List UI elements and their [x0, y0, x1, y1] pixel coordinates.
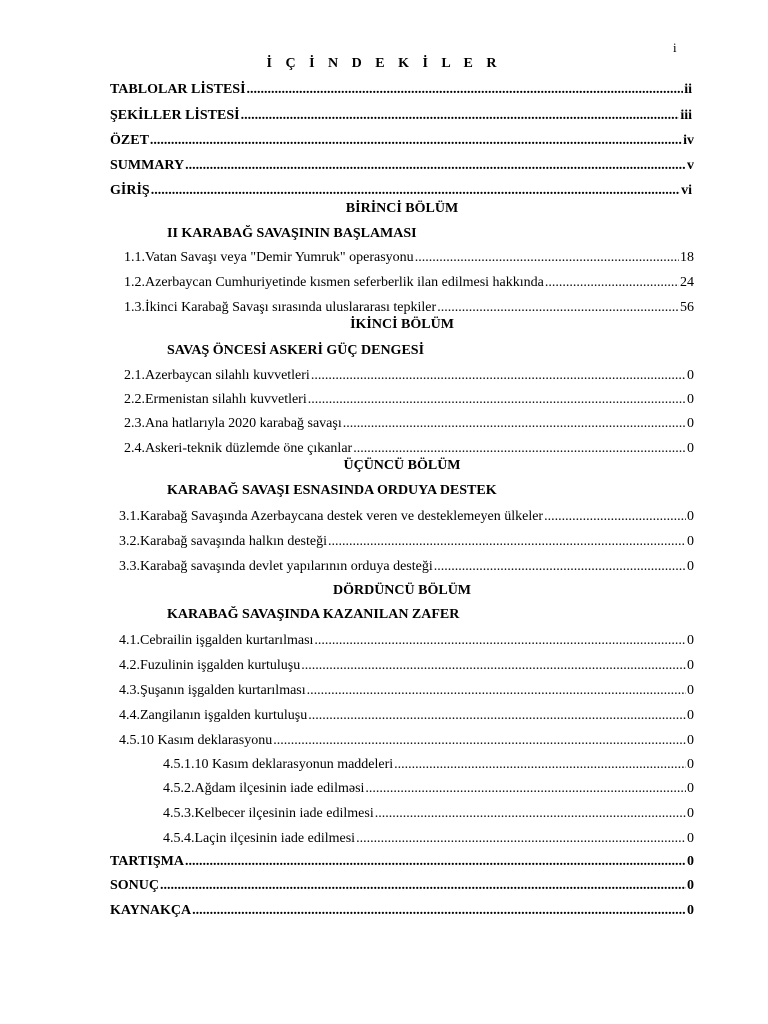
toc-entry[interactable]	[119, 708, 694, 724]
dot-leader	[241, 108, 680, 124]
toc-entry-page: 18	[680, 250, 694, 265]
toc-subentry[interactable]	[163, 781, 694, 797]
toc-entry-number: 4.5.4.	[163, 831, 195, 846]
toc-entry-number: 4.3.	[119, 683, 140, 698]
toc-entry-page: 0	[687, 854, 694, 869]
dot-leader	[151, 183, 680, 199]
toc-entry-page: 0	[687, 633, 694, 648]
toc-entry-label: ŞEKİLLER LİSTESİ	[110, 108, 240, 123]
toc-entry[interactable]	[124, 441, 694, 457]
dot-leader	[365, 781, 686, 797]
dot-leader	[415, 250, 679, 266]
chapter-heading: İKİNCİ BÖLÜM	[350, 317, 454, 332]
dot-leader	[343, 416, 686, 432]
toc-entry[interactable]	[119, 683, 694, 699]
toc-entry-page: 24	[680, 275, 694, 290]
dot-leader	[308, 708, 686, 724]
toc-entry-page: iii	[680, 108, 692, 123]
toc-entry[interactable]	[119, 633, 694, 649]
toc-entry-label: SONUÇ	[110, 878, 160, 893]
toc-entry-page: 0	[687, 757, 694, 772]
dot-leader	[328, 534, 686, 550]
toc-entry-label: Vatan Savaşı veya "Demir Yumruk" operasyonu	[145, 250, 414, 265]
toc-entry-label: Ağdam ilçesinin iade edilməsi	[194, 781, 365, 796]
toc-entry[interactable]	[124, 392, 694, 408]
toc-entry-number: 2.1.	[124, 368, 145, 383]
toc-entry-ozet[interactable]	[110, 133, 694, 149]
toc-entry[interactable]	[124, 368, 694, 384]
toc-entry-page: 0	[687, 534, 694, 549]
dot-leader	[301, 658, 686, 674]
toc-entry-page: 0	[687, 781, 694, 796]
toc-entry-label: Cebrailin işgalden kurtarılması	[140, 633, 314, 648]
toc-entry-number: 4.5.1.	[163, 757, 195, 772]
toc-entry-number: 3.1.	[119, 509, 140, 524]
toc-entry-page: 0	[687, 708, 694, 723]
toc-entry-label: Azerbaycan Cumhuriyetinde kısmen seferberlik ilan edilmesi hakkında	[145, 275, 544, 290]
dot-leader	[192, 903, 686, 919]
dot-leader	[150, 133, 682, 149]
toc-entry[interactable]	[119, 559, 694, 575]
toc-entry-number: 3.2.	[119, 534, 140, 549]
toc-entry-giris[interactable]	[110, 183, 692, 199]
toc-entry-number: 4.2.	[119, 658, 140, 673]
toc-entry-number: 1.1.	[124, 250, 145, 265]
toc-entry-page: 0	[687, 831, 694, 846]
toc-entry-summary[interactable]	[110, 158, 694, 174]
toc-entry-tartisma[interactable]	[110, 854, 694, 870]
toc-entry-number: 1.2.	[124, 275, 145, 290]
toc-entry-page: 0	[687, 878, 694, 893]
toc-entry-label: Askeri-teknik düzlemde öne çıkanlar	[145, 441, 353, 456]
toc-entry-page: 0	[687, 441, 694, 456]
dot-leader	[544, 509, 686, 525]
toc-entry-kaynakca[interactable]	[110, 903, 694, 919]
toc-entry[interactable]	[119, 534, 694, 550]
toc-entry-label: İkinci Karabağ Savaşı sırasında uluslararası tepkiler	[145, 300, 437, 315]
toc-entry-label: SUMMARY	[110, 158, 185, 173]
toc-entry-page: 0	[687, 733, 694, 748]
toc-entry-page: 0	[687, 559, 694, 574]
toc-entry-page: 0	[687, 806, 694, 821]
toc-entry-number: 4.1.	[119, 633, 140, 648]
chapter-heading: BİRİNCİ BÖLÜM	[345, 201, 459, 216]
page-title: İ Ç İ N D E K İ L E R	[266, 56, 502, 71]
toc-entry-label: Kelbecer ilçesinin iade edilmesi	[194, 806, 374, 821]
toc-entry-page: 0	[687, 509, 694, 524]
dot-leader	[437, 300, 679, 316]
toc-entry-page: 0	[687, 416, 694, 431]
toc-entry[interactable]	[124, 250, 694, 266]
toc-entry-page: iv	[683, 133, 694, 148]
toc-entry-page: 0	[687, 658, 694, 673]
toc-entry[interactable]	[119, 509, 694, 525]
toc-subentry[interactable]	[163, 806, 694, 822]
toc-entry-tablolar[interactable]	[110, 82, 692, 98]
dot-leader	[375, 806, 686, 822]
toc-entry-label: Karabağ savaşında halkın desteği	[140, 534, 327, 549]
toc-entry-page: vi	[681, 183, 692, 198]
toc-entry-page: 0	[687, 683, 694, 698]
toc-entry-page: 0	[687, 368, 694, 383]
toc-entry-label: Fuzulinin işgalden kurtuluşu	[140, 658, 301, 673]
toc-entry-number: 3.3.	[119, 559, 140, 574]
dot-leader	[356, 831, 686, 847]
toc-entry-number: 2.3.	[124, 416, 145, 431]
dot-leader	[307, 683, 686, 699]
dot-leader	[394, 757, 686, 773]
toc-entry-label: Azerbaycan silahlı kuvvetleri	[145, 368, 310, 383]
toc-entry-label: KAYNAKÇA	[110, 903, 192, 918]
toc-entry-number: 4.4.	[119, 708, 140, 723]
toc-entry-label: 10 Kasım deklarasyonun maddeleri	[194, 757, 394, 772]
dot-leader	[273, 733, 686, 749]
toc-entry-number: 4.5.2.	[163, 781, 195, 796]
toc-entry[interactable]	[124, 416, 694, 432]
toc-entry[interactable]	[124, 275, 694, 291]
toc-entry-page: 0	[687, 903, 694, 918]
toc-entry-label: 10 Kasım deklarasyonu	[140, 733, 273, 748]
toc-entry[interactable]	[124, 300, 694, 316]
dot-leader	[353, 441, 686, 457]
toc-entry[interactable]	[119, 733, 694, 749]
toc-entry-number: 2.4.	[124, 441, 145, 456]
toc-entry-number: 2.2.	[124, 392, 145, 407]
chapter-heading: DÖRDÜNCÜ BÖLÜM	[332, 583, 472, 598]
chapter-title: II KARABAĞ SAVAŞININ BAŞLAMASI	[167, 226, 417, 241]
dot-leader	[311, 368, 686, 384]
dot-leader	[545, 275, 679, 291]
toc-entry-number: 4.5.3.	[163, 806, 195, 821]
toc-entry-sekiller[interactable]	[110, 108, 692, 124]
toc-entry-number: 1.3.	[124, 300, 145, 315]
toc-entry-label: Karabağ savaşında devlet yapılarının orduya desteği	[140, 559, 433, 574]
toc-entry-page: ii	[684, 82, 692, 97]
toc-entry-label: Şuşanın işgalden kurtarılması	[140, 683, 306, 698]
toc-entry-page: 56	[680, 300, 694, 315]
toc-entry-label: Laçin ilçesinin iade edilmesi	[194, 831, 356, 846]
chapter-title: KARABAĞ SAVAŞINDA KAZANILAN ZAFER	[167, 607, 460, 622]
chapter-title: SAVAŞ ÖNCESİ ASKERİ GÜÇ DENGESİ	[167, 343, 425, 358]
chapter-title: KARABAĞ SAVAŞI ESNASINDA ORDUYA DESTEK	[167, 483, 497, 498]
toc-entry-label: TARTIŞMA	[110, 854, 184, 869]
dot-leader	[434, 559, 686, 575]
toc-entry-label: TABLOLAR LİSTESİ	[110, 82, 246, 97]
toc-subentry[interactable]	[163, 757, 694, 773]
dot-leader	[314, 633, 686, 649]
toc-entry-number: 4.5.	[119, 733, 140, 748]
toc-subentry[interactable]	[163, 831, 694, 847]
dot-leader	[185, 854, 686, 870]
toc-entry-label: Ermenistan silahlı kuvvetleri	[145, 392, 307, 407]
toc-entry-label: Zangilanın işgalden kurtuluşu	[140, 708, 308, 723]
toc-entry-page: v	[687, 158, 694, 173]
toc-entry[interactable]	[119, 658, 694, 674]
toc-entry-sonuc[interactable]	[110, 878, 694, 894]
toc-entry-label: ÖZET	[110, 133, 149, 148]
page-number: i	[673, 40, 677, 55]
dot-leader	[160, 878, 686, 894]
dot-leader	[185, 158, 686, 174]
toc-entry-label: Ana hatlarıyla 2020 karabağ savaşı	[145, 416, 342, 431]
toc-entry-label: Karabağ Savaşında Azerbaycana destek veren ve desteklemeyen ülkeler	[140, 509, 544, 524]
dot-leader	[247, 82, 684, 98]
toc-entry-label: GİRİŞ	[110, 183, 150, 198]
dot-leader	[308, 392, 686, 408]
toc-entry-page: 0	[687, 392, 694, 407]
chapter-heading: ÜÇÜNCÜ BÖLÜM	[343, 458, 461, 473]
